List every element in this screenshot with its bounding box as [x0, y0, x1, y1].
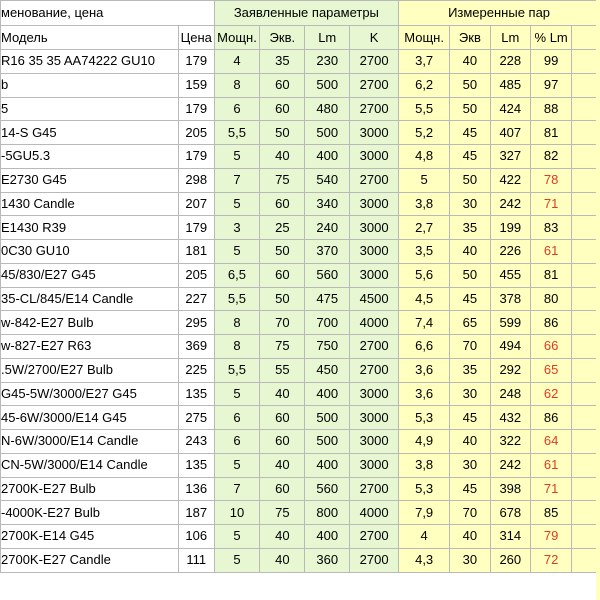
cell-power: 5	[214, 382, 260, 406]
cell-price: 275	[178, 406, 214, 430]
col-header-measured-pct: % Lm	[530, 26, 571, 50]
cell-price: 179	[178, 97, 214, 121]
cell-price: 205	[178, 263, 214, 287]
cell-measured-power: 4,3	[399, 548, 450, 572]
cell-measured-pct: 72	[530, 548, 571, 572]
cell-k: 4000	[350, 501, 399, 525]
col-header-measured-equiv: Экв	[450, 26, 490, 50]
cell-measured-power: 4,9	[399, 430, 450, 454]
cell-measured-lm: 485	[490, 73, 530, 97]
cell-measured-lm: 422	[490, 168, 530, 192]
cell-model: R16 35 35 AA74222 GU10	[1, 50, 179, 74]
cell-equiv: 50	[260, 121, 305, 145]
cell-model: N-6W/3000/E14 Candle	[1, 430, 179, 454]
cell-model: E2730 G45	[1, 168, 179, 192]
cell-measured-equiv: 50	[450, 73, 490, 97]
cell-measured-equiv: 50	[450, 97, 490, 121]
cell-price: 136	[178, 477, 214, 501]
cell-measured-equiv: 65	[450, 311, 490, 335]
cell-power: 7	[214, 477, 260, 501]
cell-measured-pct: 85	[530, 501, 571, 525]
cell-measured-equiv: 30	[450, 453, 490, 477]
cell-model: 5	[1, 97, 179, 121]
cell-lm: 540	[305, 168, 350, 192]
cell-measured-pct: 71	[530, 192, 571, 216]
cell-lm: 230	[305, 50, 350, 74]
header-group-row	[1, 1, 600, 26]
table-row	[1, 192, 600, 216]
cell-measured-pct: 83	[530, 216, 571, 240]
cell-model: 2700K-E27 Bulb	[1, 477, 179, 501]
table-row	[1, 501, 600, 525]
cell-power: 3	[214, 216, 260, 240]
cell-lm: 240	[305, 216, 350, 240]
cell-equiv: 60	[260, 406, 305, 430]
cell-power: 5	[214, 453, 260, 477]
cell-measured-lm: 314	[490, 525, 530, 549]
cell-price: 179	[178, 145, 214, 169]
table-row	[1, 73, 600, 97]
cell-lm: 750	[305, 335, 350, 359]
cell-equiv: 75	[260, 501, 305, 525]
cell-price: 135	[178, 382, 214, 406]
table-row	[1, 358, 600, 382]
cell-measured-lm: 494	[490, 335, 530, 359]
cell-measured-equiv: 40	[450, 240, 490, 264]
cell-k: 3000	[350, 263, 399, 287]
cell-measured-equiv: 35	[450, 358, 490, 382]
cell-lm: 500	[305, 406, 350, 430]
cell-lm: 400	[305, 145, 350, 169]
cell-power: 6,5	[214, 263, 260, 287]
cell-lm: 500	[305, 121, 350, 145]
cell-equiv: 75	[260, 335, 305, 359]
table-row	[1, 145, 600, 169]
cell-equiv: 60	[260, 263, 305, 287]
cell-k: 4000	[350, 311, 399, 335]
cell-k: 3000	[350, 406, 399, 430]
cell-measured-lm: 398	[490, 477, 530, 501]
cell-power: 5	[214, 548, 260, 572]
cell-model: 35-CL/845/E14 Candle	[1, 287, 179, 311]
cell-k: 4500	[350, 287, 399, 311]
cell-k: 2700	[350, 168, 399, 192]
cell-measured-equiv: 35	[450, 216, 490, 240]
cell-k: 3000	[350, 430, 399, 454]
cell-equiv: 40	[260, 525, 305, 549]
cell-measured-power: 3,6	[399, 382, 450, 406]
cell-k: 3000	[350, 145, 399, 169]
cell-model: 45-6W/3000/E14 G45	[1, 406, 179, 430]
cell-equiv: 40	[260, 453, 305, 477]
cell-equiv: 60	[260, 192, 305, 216]
cell-measured-equiv: 40	[450, 525, 490, 549]
cell-power: 4	[214, 50, 260, 74]
cell-model: 14-S G45	[1, 121, 179, 145]
table-row	[1, 453, 600, 477]
table-row	[1, 406, 600, 430]
cell-measured-lm: 424	[490, 97, 530, 121]
cell-measured-pct: 78	[530, 168, 571, 192]
cell-power: 5,5	[214, 121, 260, 145]
cell-measured-lm: 199	[490, 216, 530, 240]
cell-price: 106	[178, 525, 214, 549]
cell-measured-pct: 71	[530, 477, 571, 501]
cell-equiv: 50	[260, 287, 305, 311]
cell-k: 2700	[350, 525, 399, 549]
cell-measured-pct: 65	[530, 358, 571, 382]
cell-measured-equiv: 50	[450, 168, 490, 192]
cell-measured-pct: 80	[530, 287, 571, 311]
cell-measured-power: 4	[399, 525, 450, 549]
cell-measured-lm: 327	[490, 145, 530, 169]
cell-equiv: 40	[260, 382, 305, 406]
cell-price: 111	[178, 548, 214, 572]
cell-lm: 475	[305, 287, 350, 311]
cell-measured-pct: 62	[530, 382, 571, 406]
table-row	[1, 168, 600, 192]
cell-equiv: 70	[260, 311, 305, 335]
cell-measured-lm: 242	[490, 453, 530, 477]
cell-measured-pct: 61	[530, 240, 571, 264]
cell-k: 3000	[350, 121, 399, 145]
cell-measured-equiv: 70	[450, 501, 490, 525]
table-row	[1, 430, 600, 454]
cell-price: 181	[178, 240, 214, 264]
table-row	[1, 477, 600, 501]
cell-measured-lm: 455	[490, 263, 530, 287]
cell-lm: 370	[305, 240, 350, 264]
cell-price: 243	[178, 430, 214, 454]
cell-lm: 400	[305, 382, 350, 406]
cell-k: 2700	[350, 73, 399, 97]
cell-power: 8	[214, 311, 260, 335]
cell-model: 1430 Candle	[1, 192, 179, 216]
cell-measured-pct: 79	[530, 525, 571, 549]
cell-model: b	[1, 73, 179, 97]
cell-measured-equiv: 30	[450, 192, 490, 216]
cell-price: 187	[178, 501, 214, 525]
table-row	[1, 525, 600, 549]
cell-power: 6	[214, 430, 260, 454]
col-header-model: Модель	[1, 26, 179, 50]
header-name-price: менование, цена	[1, 1, 215, 26]
cell-equiv: 60	[260, 477, 305, 501]
cell-power: 6	[214, 406, 260, 430]
cell-k: 3000	[350, 453, 399, 477]
cell-power: 7	[214, 168, 260, 192]
right-edge-strip	[596, 0, 600, 600]
cell-equiv: 25	[260, 216, 305, 240]
cell-model: 2700K-E27 Candle	[1, 548, 179, 572]
cell-measured-lm: 599	[490, 311, 530, 335]
cell-power: 5	[214, 525, 260, 549]
cell-measured-power: 3,8	[399, 192, 450, 216]
cell-lm: 560	[305, 477, 350, 501]
cell-measured-power: 5,3	[399, 406, 450, 430]
cell-equiv: 40	[260, 145, 305, 169]
table-row	[1, 50, 600, 74]
cell-equiv: 75	[260, 168, 305, 192]
cell-k: 3000	[350, 240, 399, 264]
cell-lm: 400	[305, 453, 350, 477]
cell-measured-lm: 292	[490, 358, 530, 382]
cell-equiv: 60	[260, 97, 305, 121]
table-row	[1, 311, 600, 335]
cell-price: 295	[178, 311, 214, 335]
cell-measured-pct: 66	[530, 335, 571, 359]
cell-k: 2700	[350, 477, 399, 501]
cell-measured-pct: 86	[530, 406, 571, 430]
cell-power: 5	[214, 240, 260, 264]
table-row	[1, 335, 600, 359]
cell-model: 2700K-E14 G45	[1, 525, 179, 549]
cell-model: G45-5W/3000/E27 G45	[1, 382, 179, 406]
cell-equiv: 50	[260, 240, 305, 264]
cell-lm: 800	[305, 501, 350, 525]
cell-measured-power: 5,6	[399, 263, 450, 287]
table-row	[1, 287, 600, 311]
cell-measured-equiv: 40	[450, 50, 490, 74]
cell-measured-lm: 322	[490, 430, 530, 454]
cell-model: 0C30 GU10	[1, 240, 179, 264]
cell-lm: 360	[305, 548, 350, 572]
cell-k: 3000	[350, 382, 399, 406]
col-header-power: Мощн.	[214, 26, 260, 50]
cell-measured-equiv: 40	[450, 430, 490, 454]
cell-model: -4000K-E27 Bulb	[1, 501, 179, 525]
table-row	[1, 263, 600, 287]
cell-model: .5W/2700/E27 Bulb	[1, 358, 179, 382]
cell-measured-pct: 81	[530, 263, 571, 287]
cell-model: CN-5W/3000/E14 Candle	[1, 453, 179, 477]
cell-power: 5,5	[214, 287, 260, 311]
cell-price: 179	[178, 216, 214, 240]
cell-measured-lm: 260	[490, 548, 530, 572]
cell-price: 207	[178, 192, 214, 216]
cell-k: 2700	[350, 97, 399, 121]
cell-equiv: 40	[260, 548, 305, 572]
cell-measured-power: 6,6	[399, 335, 450, 359]
cell-measured-power: 5,5	[399, 97, 450, 121]
cell-measured-equiv: 45	[450, 145, 490, 169]
col-header-price: Цена	[178, 26, 214, 50]
cell-model: w-827-E27 R63	[1, 335, 179, 359]
cell-measured-power: 4,5	[399, 287, 450, 311]
cell-measured-power: 5,2	[399, 121, 450, 145]
cell-price: 225	[178, 358, 214, 382]
cell-measured-pct: 61	[530, 453, 571, 477]
cell-k: 2700	[350, 50, 399, 74]
table-row	[1, 121, 600, 145]
cell-measured-equiv: 45	[450, 287, 490, 311]
cell-k: 2700	[350, 358, 399, 382]
cell-price: 159	[178, 73, 214, 97]
cell-measured-lm: 248	[490, 382, 530, 406]
header-columns-row	[1, 26, 600, 50]
cell-equiv: 60	[260, 73, 305, 97]
cell-measured-equiv: 45	[450, 121, 490, 145]
cell-model: -5GU5.3	[1, 145, 179, 169]
cell-measured-lm: 242	[490, 192, 530, 216]
cell-measured-pct: 86	[530, 311, 571, 335]
cell-model: 45/830/E27 G45	[1, 263, 179, 287]
cell-k: 2700	[350, 548, 399, 572]
cell-measured-equiv: 30	[450, 548, 490, 572]
cell-measured-pct: 82	[530, 145, 571, 169]
cell-measured-equiv: 30	[450, 382, 490, 406]
cell-measured-equiv: 45	[450, 477, 490, 501]
col-header-measured-power: Мощн.	[399, 26, 450, 50]
cell-equiv: 35	[260, 50, 305, 74]
cell-price: 298	[178, 168, 214, 192]
col-header-k: K	[350, 26, 399, 50]
cell-measured-power: 3,6	[399, 358, 450, 382]
cell-power: 10	[214, 501, 260, 525]
cell-model: w-842-E27 Bulb	[1, 311, 179, 335]
col-header-equiv: Экв.	[260, 26, 305, 50]
cell-lm: 450	[305, 358, 350, 382]
cell-price: 179	[178, 50, 214, 74]
cell-lm: 340	[305, 192, 350, 216]
cell-power: 8	[214, 335, 260, 359]
cell-equiv: 55	[260, 358, 305, 382]
cell-price: 205	[178, 121, 214, 145]
cell-power: 6	[214, 97, 260, 121]
cell-power: 5	[214, 145, 260, 169]
cell-measured-pct: 99	[530, 50, 571, 74]
table-row	[1, 216, 600, 240]
cell-measured-power: 6,2	[399, 73, 450, 97]
cell-measured-equiv: 45	[450, 406, 490, 430]
cell-price: 135	[178, 453, 214, 477]
cell-equiv: 60	[260, 430, 305, 454]
cell-k: 3000	[350, 216, 399, 240]
cell-measured-lm: 226	[490, 240, 530, 264]
cell-lm: 500	[305, 73, 350, 97]
header-declared-params: Заявленные параметры	[214, 1, 399, 26]
cell-lm: 480	[305, 97, 350, 121]
table-row	[1, 240, 600, 264]
cell-measured-lm: 678	[490, 501, 530, 525]
cell-measured-equiv: 50	[450, 263, 490, 287]
table-row	[1, 382, 600, 406]
cell-measured-pct: 88	[530, 97, 571, 121]
cell-measured-power: 5	[399, 168, 450, 192]
cell-measured-lm: 407	[490, 121, 530, 145]
cell-measured-pct: 64	[530, 430, 571, 454]
cell-price: 227	[178, 287, 214, 311]
cell-measured-power: 3,8	[399, 453, 450, 477]
cell-lm: 560	[305, 263, 350, 287]
cell-measured-pct: 97	[530, 73, 571, 97]
cell-lm: 700	[305, 311, 350, 335]
cell-measured-power: 7,9	[399, 501, 450, 525]
cell-measured-lm: 228	[490, 50, 530, 74]
table-row	[1, 548, 600, 572]
cell-measured-lm: 432	[490, 406, 530, 430]
col-header-measured-lm: Lm	[490, 26, 530, 50]
cell-price: 369	[178, 335, 214, 359]
cell-k: 3000	[350, 192, 399, 216]
cell-power: 5	[214, 192, 260, 216]
cell-measured-power: 5,3	[399, 477, 450, 501]
cell-measured-power: 4,8	[399, 145, 450, 169]
cell-measured-power: 2,7	[399, 216, 450, 240]
cell-measured-power: 7,4	[399, 311, 450, 335]
cell-power: 5,5	[214, 358, 260, 382]
header-measured-params: Измеренные пар	[399, 1, 600, 26]
cell-measured-pct: 81	[530, 121, 571, 145]
cell-k: 2700	[350, 335, 399, 359]
col-header-lm: Lm	[305, 26, 350, 50]
cell-measured-lm: 378	[490, 287, 530, 311]
cell-measured-equiv: 70	[450, 335, 490, 359]
cell-model: E1430 R39	[1, 216, 179, 240]
cell-measured-power: 3,7	[399, 50, 450, 74]
cell-lm: 400	[305, 525, 350, 549]
cell-measured-power: 3,5	[399, 240, 450, 264]
table-row	[1, 97, 600, 121]
cell-lm: 500	[305, 430, 350, 454]
cell-power: 8	[214, 73, 260, 97]
